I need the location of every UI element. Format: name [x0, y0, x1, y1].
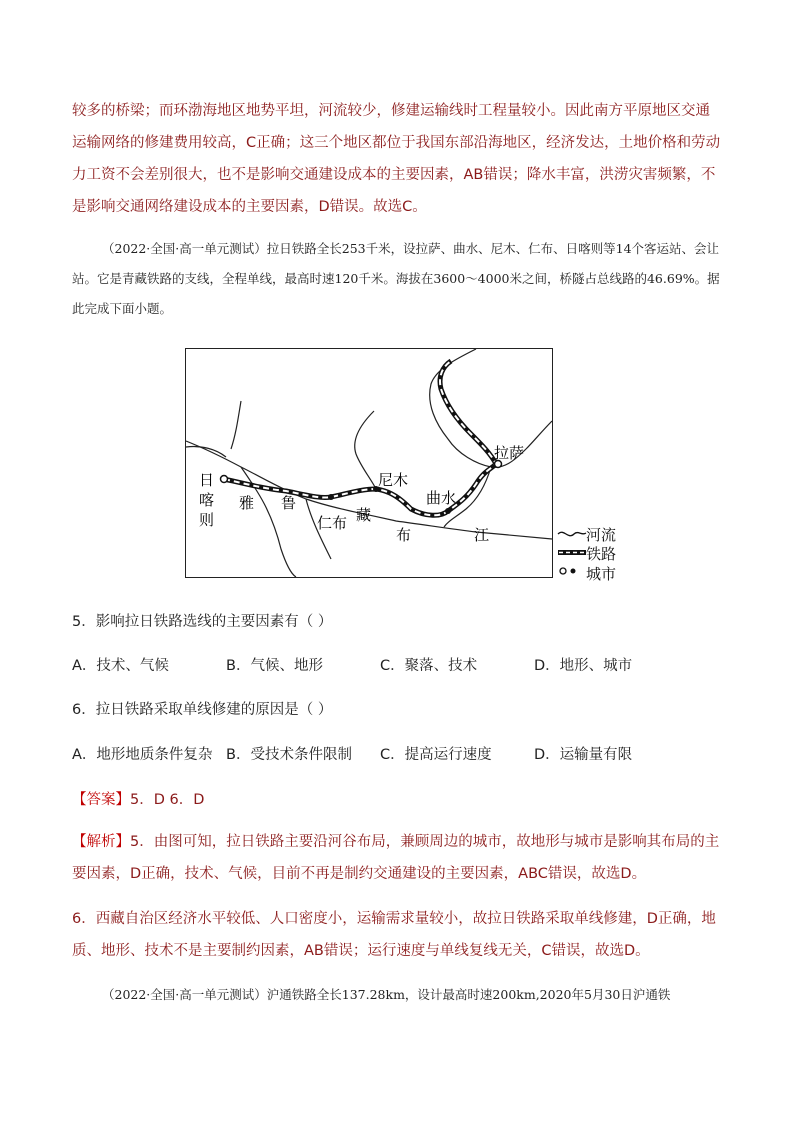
map-drawing: [186, 349, 552, 577]
q5-option-c: C．聚落、技术: [380, 658, 478, 674]
label-nimu: 尼木: [378, 471, 409, 489]
q6-option-b: B．受技术条件限制: [226, 747, 352, 763]
river-upper: [186, 446, 226, 457]
label-qushui: 曲水: [426, 489, 457, 507]
legend-railway: 铁路: [586, 545, 617, 563]
analysis-tag: 【解析】: [72, 834, 130, 850]
city-renbu: [328, 494, 334, 500]
analysis-5: [72, 826, 722, 890]
label-renbu: 仁布: [317, 514, 348, 532]
analysis-6: 6．西藏自治区经济水平较低、人口密度小，运输需求量较小，故拉日铁路采取单线修建，D正确，地质、地形、技术不是主要制约因素，AB错误；运行速度与单线复线无关，C错误，故选D。: [72, 911, 716, 959]
lari-railway-map: [185, 348, 553, 578]
q6-option-c: C．提高运行速度: [380, 747, 492, 763]
question-6: 6．拉日铁路采取单线修建的原因是（ ）: [72, 702, 333, 718]
q6-option-a: A．地形地质条件复杂: [72, 747, 213, 763]
river-rikaze-tributary: [231, 401, 241, 449]
previous-answer-explanation: 较多的桥梁；而环渤海地区地势平坦，河流较少，修建运输线时工程量较小。因此南方平原地区交通运输网络的修建费用较高，C正确；这三个地区都位于我国东部沿海地区，经济发达，土地价格和劳动力工资不会差别很大，也不是影响交通建设成本的主要因素，AB错误；降水丰富，洪涝灾害频繁，不是影响交通网络建设成本的主要因素，D错误。故选C。: [72, 103, 721, 215]
label-ya: 雅: [239, 494, 255, 512]
q5-option-b: B．气候、地形: [226, 658, 323, 674]
answer-tag: 【答案】: [72, 792, 130, 808]
river-legend-icon: [558, 532, 586, 535]
label-zang: 藏: [356, 506, 372, 524]
city-legend-icon-dot: [571, 569, 576, 574]
river-nimu-tributary: [355, 411, 376, 489]
legend-river: 河流: [586, 526, 617, 544]
q5-option-a: A．技术、气候: [72, 658, 169, 674]
legend-city: 城市: [586, 565, 617, 583]
answer-text: 5．D 6．D: [130, 792, 205, 808]
q6-option-d: D．运输量有限: [534, 747, 633, 763]
city-qushui: [445, 508, 451, 514]
city-legend-icon-open: [560, 568, 566, 574]
next-question-intro: （2022·全国·高一单元测试）沪通铁路全长137.28km，设计最高时速200km,2020年5月30日沪通铁: [102, 987, 671, 1002]
q5-option-d: D．地形、城市: [534, 658, 633, 674]
analysis-text-5: 5．由图可知，拉日铁路主要沿河谷布局，兼顾周边的城市，故地形与城市是影响其布局的主要因素，D正确，技术、气候，目前不再是制约交通建设的主要因素，ABC错误，故选D。: [72, 834, 720, 882]
question-5: 5．影响拉日铁路选线的主要因素有（ ）: [72, 614, 333, 630]
answer-line: [72, 788, 204, 809]
label-lu: 鲁: [281, 494, 297, 512]
label-jiang: 江: [474, 526, 490, 544]
label-rikaze-2: 喀: [199, 491, 215, 509]
map-legend-symbols: [556, 524, 588, 578]
label-bu: 布: [396, 526, 412, 544]
question-intro: （2022·全国·高一单元测试）拉日铁路全长253千米，设拉萨、曲水、尼木、仁布、日喀则等14个客运站、会让站。它是青藏铁路的支线，全程单线，最高时速120千米。海拔在3600～4000米之间，桥隧占总线路的46.69%。据此完成下面小题。: [72, 241, 720, 316]
label-rikaze-1: 日: [199, 471, 215, 489]
label-lasa: 拉萨: [494, 444, 525, 462]
label-rikaze-3: 则: [199, 511, 215, 529]
city-rikaze: [221, 476, 228, 483]
